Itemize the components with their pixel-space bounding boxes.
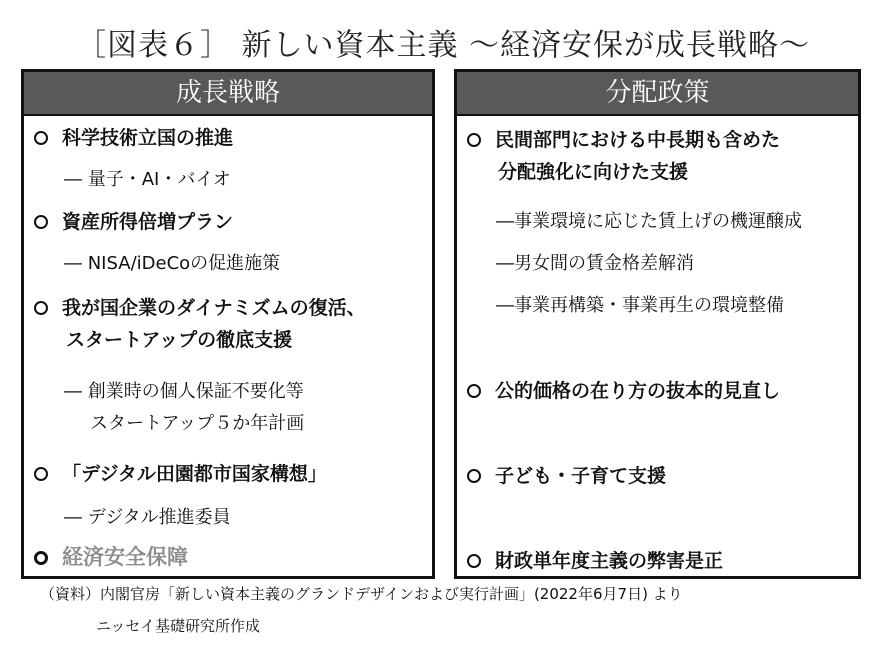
distribution-policy-header: 分配政策: [457, 72, 858, 116]
circle-bullet-icon: [467, 133, 481, 147]
sub-item: ― NISA/iDeCoの促進施策: [64, 253, 281, 274]
circle-bullet-icon: [34, 215, 48, 229]
list-item: 公的価格の在り方の抜本的見直し: [467, 375, 850, 407]
list-item: 我が国企業のダイナミズムの復活、 スタートアップの徹底支援: [34, 292, 424, 356]
circle-bullet-icon: [34, 131, 48, 145]
circle-bullet-icon: [467, 554, 481, 568]
list-item: 財政単年度主義の弊害是正: [467, 545, 850, 577]
growth-strategy-panel: [21, 69, 435, 579]
circle-bullet-icon: [34, 551, 48, 565]
circle-bullet-icon: [467, 469, 481, 483]
list-item: 経済安全保障: [34, 541, 424, 573]
sub-item: ―男女間の賃金格差解消: [496, 253, 694, 274]
circle-bullet-icon: [467, 384, 481, 398]
list-item: 子ども・子育て支援: [467, 460, 850, 492]
growth-strategy-header: 成長戦略: [24, 72, 432, 116]
list-item: 科学技術立国の推進: [34, 122, 424, 154]
circle-bullet-icon: [34, 301, 48, 315]
list-item: 「デジタル田園都市国家構想」: [34, 458, 424, 490]
sub-item: ― 量子・AI・バイオ: [64, 169, 231, 190]
source-note: （資料）内閣官房「新しい資本主義のグランドデザインおよび実行計画」(2022年6月7日) より ニッセイ基礎研究所作成: [40, 585, 683, 635]
page-title: ［図表６］ 新しい資本主義 ～経済安保が成長戦略～: [75, 28, 811, 63]
sub-item: ―事業再構築・事業再生の環境整備: [496, 295, 784, 316]
list-item: 民間部門における中長期も含めた 分配強化に向けた支援: [467, 124, 850, 188]
sub-item: ― 創業時の個人保証不要化等 スタートアップ５か年計画: [64, 381, 305, 434]
circle-bullet-icon: [34, 467, 48, 481]
distribution-policy-panel: [454, 69, 861, 579]
sub-item: ―事業環境に応じた賃上げの機運醸成: [496, 211, 802, 232]
sub-item: ― デジタル推進委員: [64, 507, 231, 528]
list-item: 資産所得倍増プラン: [34, 206, 424, 238]
